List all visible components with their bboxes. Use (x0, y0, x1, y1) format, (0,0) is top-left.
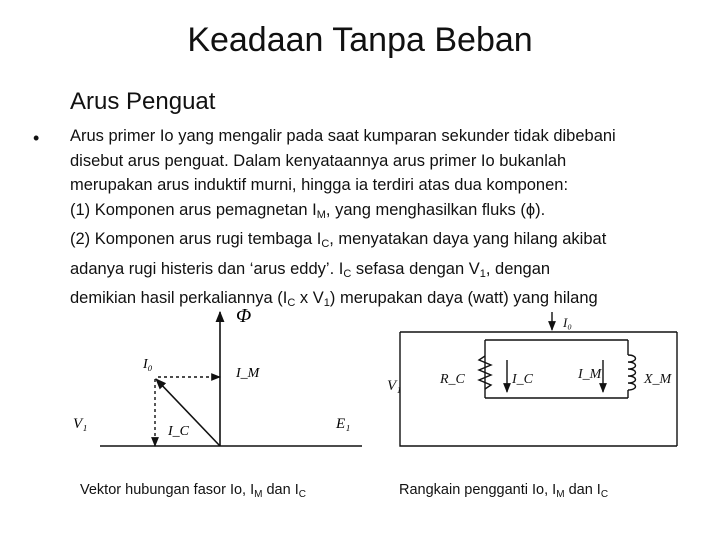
circuit-v1-label: V₁ (387, 378, 402, 394)
phi-label: Φ (236, 305, 252, 327)
text-fragment: ) merupakan daya (watt) yang hilang (329, 289, 598, 307)
subscript: C (321, 238, 330, 250)
subscript: 1 (479, 267, 486, 280)
io-label: I₀ (143, 357, 153, 372)
subscript: 1 (323, 297, 330, 309)
text-fragment: , dengan (485, 259, 551, 278)
xm-inductor (628, 355, 636, 390)
caption-text: Rangkain pengganti Io, I (399, 482, 557, 498)
circuit-wire-left (400, 332, 479, 446)
caption-subscript: M (556, 489, 565, 500)
circuit-caption (399, 480, 608, 505)
caption-text: Vektor hubungan fasor Io, I (80, 482, 255, 498)
slide-title: Keadaan Tanpa Beban (187, 21, 533, 59)
paragraph-line: merupakan arus induktif murni, hingga ia terdiri atas dua komponen: (70, 176, 569, 194)
bullet-marker: • (33, 128, 40, 148)
phasor-caption (80, 480, 306, 505)
text-fragment: x V (295, 289, 324, 307)
slide-subtitle: Arus Penguat (70, 88, 216, 115)
caption-subscript: C (600, 489, 609, 500)
im-label: I_M (236, 366, 260, 381)
text-fragment: , menyatakan daya yang hilang akibat (329, 230, 607, 248)
phasor-diagram (73, 305, 362, 446)
text-fragment: (2) Komponen arus rugi tembaga I (70, 230, 322, 248)
text-fragment: (1) Komponen arus pemagnetan I (70, 200, 317, 219)
subscript: C (287, 297, 296, 309)
subscript: C (343, 267, 352, 280)
text-fragment: demikian hasil perkaliannya (I (70, 289, 288, 307)
paragraph-line: Arus primer Io yang mengalir pada saat kumparan sekunder tidak dibebani (70, 127, 616, 145)
caption-subscript: M (254, 489, 263, 500)
paragraph-line: disebut arus penguat. Dalam kenyataannya arus primer Io bukanlah (70, 151, 567, 170)
rc-label: R_C (440, 372, 465, 387)
v1-label: V₁ (73, 416, 88, 432)
circuit-im-label: I_M (578, 367, 602, 382)
circuit-io-label: I₀ (563, 315, 572, 330)
subscript: M (316, 208, 326, 221)
text-fragment: sefasa dengan V (351, 259, 480, 278)
caption-text: dan I (564, 482, 601, 498)
text-fragment: , yang menghasilkan fluks (ϕ). (325, 200, 546, 219)
caption-subscript: C (298, 489, 306, 500)
ic-label: I_C (168, 424, 189, 439)
text-fragment: adanya rugi histeris dan ‘arus eddy’. I (70, 259, 344, 278)
circuit-ic-label: I_C (512, 372, 533, 387)
caption-text: dan I (262, 482, 299, 498)
xm-label: X_M (644, 372, 672, 387)
e1-label: E₁ (336, 416, 351, 432)
